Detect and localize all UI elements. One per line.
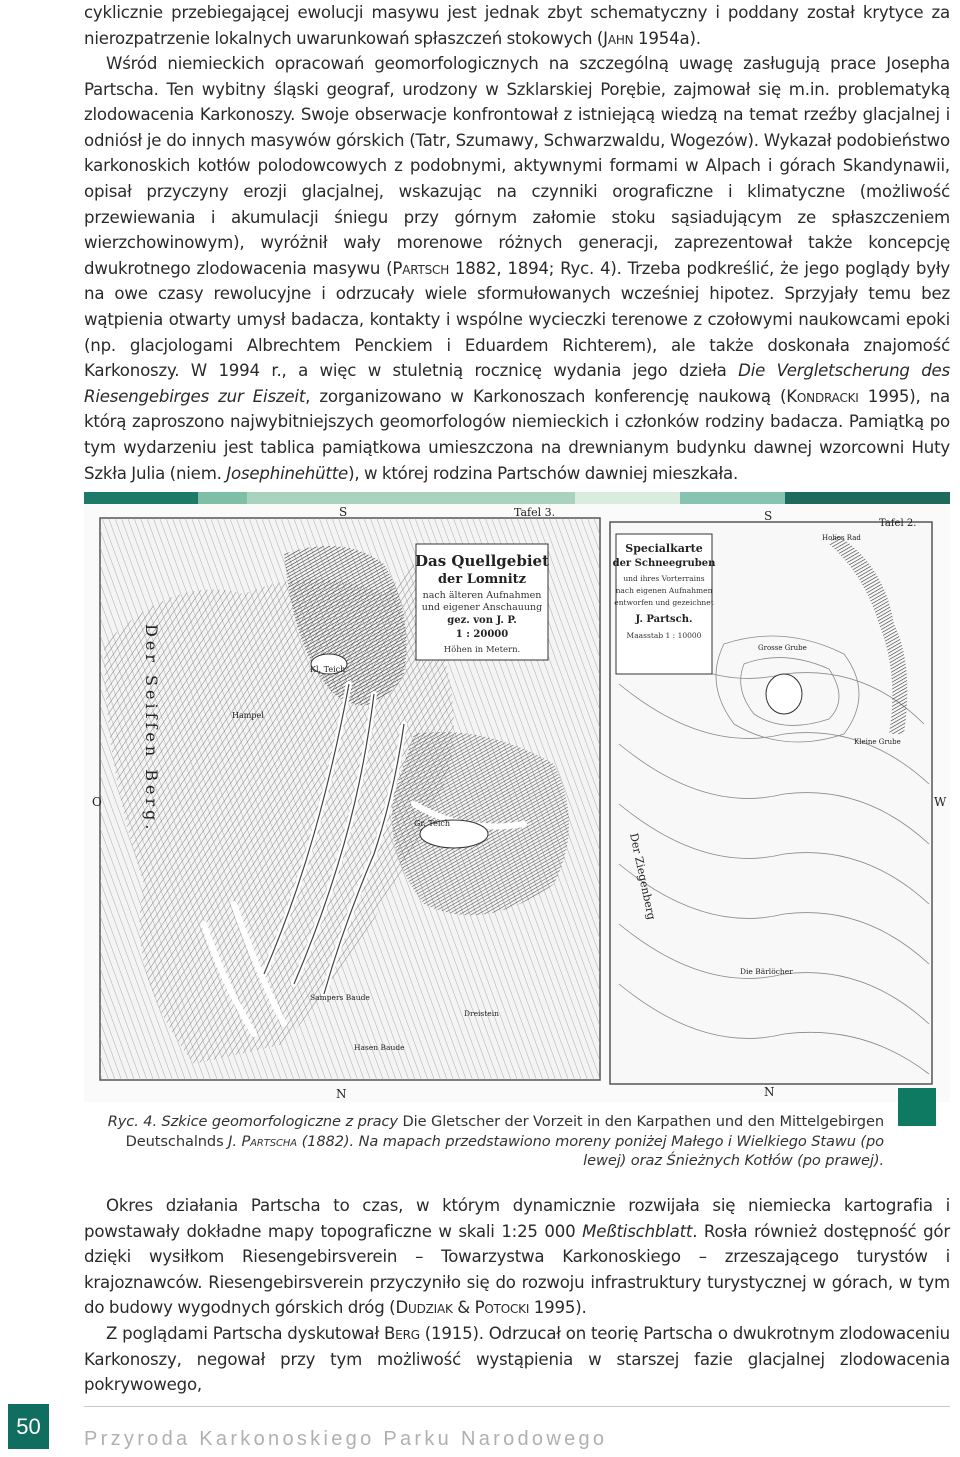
left-map-title-5: gez. von J. P. [447,615,517,626]
color-bar-3 [247,492,575,504]
right-map-kleine-grube: Kleine Grube [854,738,901,746]
book-title: Die Vergletscherung des Riesengebirges zur Eiszeit [84,361,951,406]
paragraph-cartography: Okres działania Partscha to czas, w którym dynamicznie rozwijała się niemiecka kartografia i powstawały dokładne mapy topograficzne w skali 1:25 000 Meßtischblatt. Rosła również dostępność gór dzięki wysiłkom Riesengebirsverein – Towarzystwa Karkonoskiego – zrzeszającego turystów i krajoznawców. Riesengebirsverein przyczyniło się do rozwoju infrastruktury turystycznej w górach, w tym do budowy wygodnych górskich dróg (Dudziak & Potocki 1995). [84,1196,951,1318]
right-map-north: N [764,1085,775,1099]
right-map-title-7: Maasstab 1 : 10000 [626,631,702,640]
left-map-title-3: nach älteren Aufnahmen [422,590,542,601]
left-map-title-1: Das Quellgebiet [415,552,549,570]
caption-work-title: Die Gletscher der Vorzeit in den Karpathen und den Mittelgebirgen Deutschalnds [125,1113,884,1150]
right-map-side-label: Der Ziegenberg [627,831,659,921]
footer-title: Przyroda Karkonoskiego Parku Narodowego [84,1428,608,1450]
right-map-title-6: J. Partsch. [635,614,693,625]
left-map-title-7: Höhen in Metern. [443,645,521,655]
left-map-dreistein: Dreistein [464,1009,499,1018]
left-map-gr-teich: Gr. Teich [414,819,451,828]
color-bar-6 [785,492,950,504]
right-map-title-3: und ihres Vorterrains [623,574,705,583]
figure-caption: Ryc. 4. Szkice geomorfologiczne z pracy Die Gletscher der Vorzeit in den Karpathen und den Mittelgebirgen Deutschalnds J. Partscha (1882). Na mapach przedstawiono moreny poniżej Małego i Wielkiego Stawu (po lewej) oraz Śnieżnych Kotłów (po prawej). [107,1113,884,1170]
caption-marker-square [898,1088,936,1126]
right-map-title-5: entworfen und gezeichnet [614,598,714,607]
left-map-tafel: Tafel 3. [514,506,556,519]
author-partsch: Partsch [392,258,450,278]
left-map-south: S [339,505,348,519]
figure-maps [84,504,950,1102]
right-map [610,509,947,1099]
left-map-hasen: Hasen Baude [354,1043,405,1052]
caption-author: Partscha [241,1132,298,1150]
paragraph-berg: Z poglądami Partscha dyskutował Berg (1915). Odrzucał on teorię Partscha o dwukrotnym zlodowaceniu Karkonoszy, negował przy tym możliwość wystąpienia w starszej fazie glacjalnej zlodowacenia pokrywowego, [84,1324,950,1395]
right-map-title-4: nach eigenen Aufnahmen [615,586,713,595]
author-kondracki: Kondracki [786,386,859,406]
left-map-side-label: Der Seiffen Berg. [142,624,161,834]
right-map-grosse-grube: Grosse Grube [758,644,807,652]
term-messtischblatt: Meßtischblatt [582,1221,693,1241]
color-bar-4 [575,492,680,504]
color-bar-5 [680,492,785,504]
left-map-east: O [92,795,102,809]
left-map-hampel: Hampel [232,711,264,720]
left-map-samper: Sampers Baude [310,993,370,1002]
left-map-north: N [336,1087,347,1101]
right-map-title-1: Specialkarte [625,542,703,555]
paragraph-partsch: Wśród niemieckich opracowań geomorfologicznych na szczególną uwagę zasługują prace Josepha Partscha. Ten wybitny śląski geograf, urodzony w Szklarskiej Porębie, zajmował się m.in. problematyką zlodowacenia Karkonoszy. Swoje obserwacje konfrontował z istniejącą wiedzą na temat rzeźby glacjalnej i odniósł je do innych masywów górskich (Tatr, Szumawy, Schwarzwaldu, Wogezów). Wykazał podobieństwo karkonoskich kotłów polodowcowych z podobnymi, aktywnymi formami w Alpach i górach Skandynawii, opisał przyczyny erozji glacjalnej, wskazując na czynniki orograficzne i klimatyczne (możliwość przewiewania i akumulacji śniegu przy górnym załomie stoku sąsiadującym ze spłaszczeniem wierzchowinowym), wyróżnił wały morenowe różnych generacji, zaprezentował także koncepcję dwukrotnego zlodowacenia masywu (Partsch 1882, 1894; Ryc. 4). Trzeba podkreślić, że jego poglądy były na owe czasy rewolucyjne i odrzucały wiele sformułowanych wcześniej hipotez. Sprzyjały temu bez wątpienia otwarty umysł badacza, kontakty i wspólne wycieczki terenowe z czołowymi naukowcami epoki (np. glacjologami Albrechtem Penckiem i Eduardem Richterem), ale także doskonała znajomość Karkonoszy. W 1994 r., a więc w stuletnią rocznicę wydania jego dzieła Die Vergletscherung des Riesengebirges zur Eiszeit, zorganizowano w Karkonoszach konferencję naukową (Kondracki 1995), na którą zaproszono najwybitniejszych geomorfologów niemieckich i członków rodziny badacza. Pamiątką po tym wydarzeniu jest tablica pamiątkowa umieszczona na drewnianym budynku dawnej wzorcowni Huty Szkła Julia (niem. Josephinehütte), w której rodzina Partschów dawniej mieszkała. [84,54,951,483]
author-potocki: Potocki [474,1298,530,1318]
left-map-title-2: der Lomnitz [437,572,527,587]
right-map-baerlocher: Die Bärlöcher [740,967,793,976]
paragraph-continued: cyklicznie przebiegającej ewolucji masywu jest jednak zbyt schematyczny i poddany został krytyce za nierozpatrzenie lokalnych uwarunkowań spłaszczeń stokowych (Jahn 1954a). [84,3,950,48]
author-jahn: Jahn [603,28,634,48]
place-name-italic: Josephinehütte [226,463,349,483]
left-map [92,505,600,1101]
left-map-title-6: 1 : 20000 [455,629,509,640]
author-dudziak: Dudziak [395,1298,453,1318]
right-map-south: S [764,509,773,523]
author-berg: Berg [384,1324,420,1343]
right-map-west: W [934,795,947,809]
left-map-kl-teich: Kl. Teich [310,665,346,674]
page-number: 50 [8,1404,49,1449]
color-bar-1 [84,492,198,504]
color-bar-2 [198,492,247,504]
footer-divider [84,1406,950,1407]
right-map-tafel: Tafel 2. [879,518,917,529]
right-map-hohes-rad: Hohes Rad [822,534,861,542]
left-map-title-4: und eigener Anschauung [421,602,543,613]
right-map-title-2: der Schneegruben [612,558,716,569]
maps-illustration [84,504,950,1102]
